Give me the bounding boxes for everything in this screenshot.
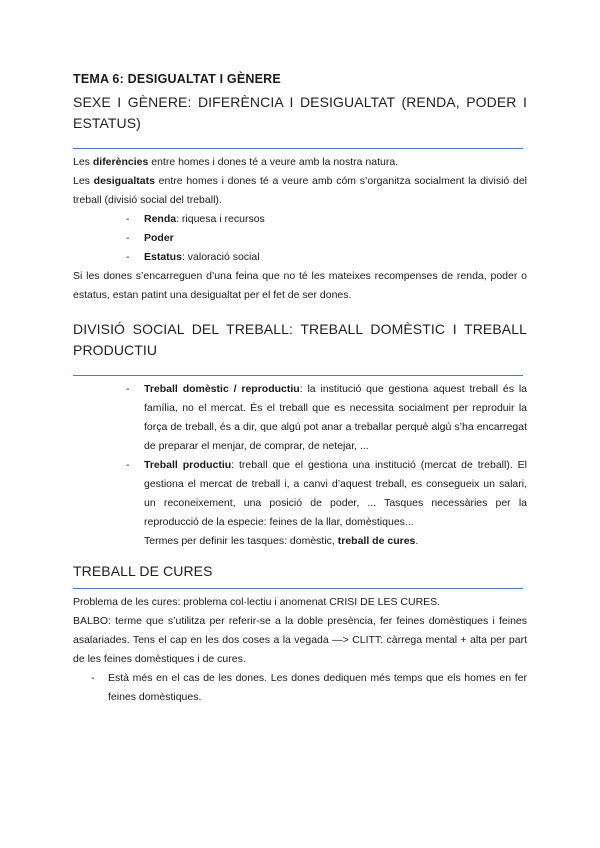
document-title: TEMA 6: DESIGUALTAT I GÈNERE	[73, 72, 281, 86]
section-heading-divisio-social: DIVISIÓ SOCIAL DEL TREBALL: TREBALL DOMÈSTIC I TREBALL PRODUCTIU	[73, 321, 527, 358]
document-page	[73, 64, 527, 707]
heading-underline	[73, 375, 523, 376]
list-item: - Treball domèstic / reproductiu: la institució que gestiona aquest treball és la família, no el mercat. És el treball que es necessita socialment per reproduir la força de treball, és a dir, que algú pot anar a treballar perquè algú s’ha encarregat de preparar el menjar, de comprar, de netejar, ...	[126, 383, 527, 452]
heading-underline	[73, 588, 523, 589]
list-item: - Treball productiu: treball que el gestiona una institució (mercat de treball). El gestiona el mercat de treball i, a canvi d’aquest treball, es consegueix un salari, un reconeixement, una posició de poder, ... Tasques necessàries per la reproducció de la especie: feines de la llar, domèstiques...	[126, 459, 527, 528]
list-item: - Poder	[126, 232, 174, 244]
terms-line: Termes per definir les tasques: domèstic, treball de cures.	[144, 535, 419, 547]
section-heading-sexe-genere: SEXE I GÈNERE: DIFERÈNCIA I DESIGUALTAT (RENDA, PODER I ESTATUS)	[73, 94, 527, 131]
heading-underline	[73, 148, 523, 149]
paragraph-desigualtats: Les desigualtats entre homes i dones té a veure amb cóm s’organitza socialment la divisió del treball (divisió social del treball).	[73, 175, 527, 206]
paragraph-diferencies: Les diferències entre homes i dones té a veure amb la nostra natura.	[73, 156, 399, 168]
list-item: - Estatus: valoració social	[126, 251, 260, 263]
list-item: - Renda: riquesa i recursos	[126, 213, 265, 225]
list-item: - Està més en el cas de les dones. Les dones dediquen més temps que els homes en fer feines domèstiques.	[91, 672, 527, 703]
paragraph-balbo: BALBO: terme que s’utilitza per referir-se a la doble presència, fer feines domèstiques i feines asalariades. Tens el cap en les dos coses a la vegada —> CLITT: càrrega mental + alta per part de les feines domèstiques i de cures.	[73, 615, 527, 665]
section-heading-treball-cures: TREBALL DE CURES	[73, 563, 213, 579]
paragraph-crisi-cures: Problema de les cures: problema col·lectiu i anomenat CRISI DE LES CURES.	[73, 596, 441, 608]
paragraph-recompenses: Si les dones s’encarreguen d’una feina que no té les mateixes recompenses de renda, poder o estatus, estan patint una desigualtat per el fet de ser dones.	[73, 270, 527, 301]
